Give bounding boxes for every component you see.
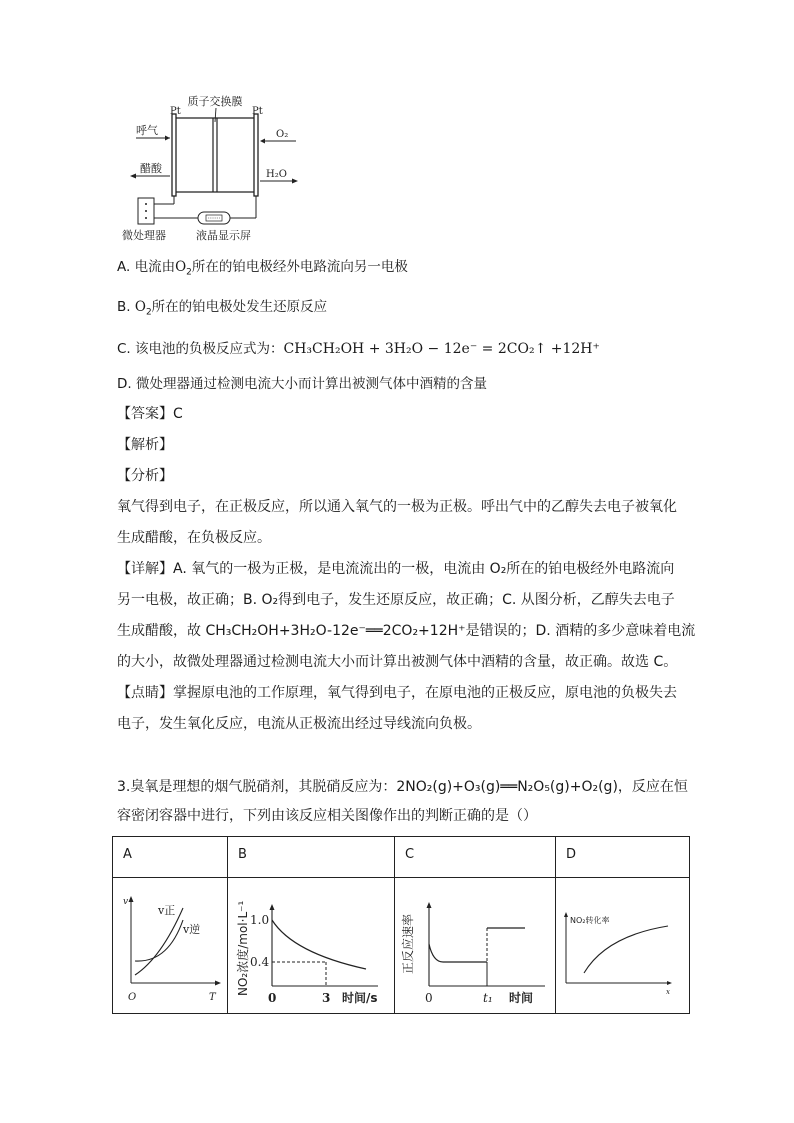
h2o-label: H₂O bbox=[266, 169, 287, 180]
svg-text:O: O bbox=[128, 992, 137, 1003]
svg-text:0: 0 bbox=[425, 991, 433, 1005]
table-header-cell: C bbox=[395, 837, 556, 878]
fuel-cell-diagram bbox=[122, 92, 308, 252]
curve-v-forward bbox=[135, 908, 183, 975]
detail-line: 另一电极，故正确；B. O₂得到电子，发生还原反应，故正确；C. 从图分析，乙醇失去电子 bbox=[117, 592, 675, 608]
svg-text:T: T bbox=[209, 992, 216, 1003]
graph-table bbox=[112, 836, 690, 1014]
graph-d-cell bbox=[556, 878, 690, 1014]
left-electrode bbox=[172, 114, 176, 196]
svg-text:t₁: t₁ bbox=[483, 991, 493, 1005]
processor-label: 微处理器 bbox=[122, 229, 166, 242]
graph-d bbox=[556, 878, 689, 1009]
detail-line: 生成醋酸，故 CH₃CH₂OH+3H₂O-12e⁻══2CO₂+12H⁺是错误的；D. 酒精的多少意味着电流 bbox=[117, 623, 696, 639]
graph-a-cell bbox=[113, 878, 228, 1014]
option-a: A. 电流由$O_2$所在的铂电极经外电路流向另一电极 bbox=[117, 259, 408, 278]
lcd-label: 液晶显示屏 bbox=[196, 229, 251, 242]
svg-text:时间/s: 时间/s bbox=[342, 991, 378, 1005]
analysis-line: 氧气得到电子，在正极反应，所以通入氧气的一极为正极。呼出气中的乙醇失去电子被氧化 bbox=[117, 499, 677, 515]
rate-curve-before bbox=[429, 944, 487, 962]
option-c: C. 该电池的负极反应式为：CH₃CH₂OH + 3H₂O − 12e⁻ = 2CO₂↑ +12H⁺ bbox=[117, 341, 600, 357]
graph-b-cell bbox=[228, 878, 395, 1014]
detail-line: 【详解】A. 氧气的一极为正极，是电流流出的一极，电流由 O₂所在的铂电极经外电路流向 bbox=[117, 561, 675, 577]
pt-right-label: Pt bbox=[252, 106, 263, 117]
question3-line1: 3.臭氧是理想的烟气脱硝剂，其脱硝反应为：2NO₂(g)+O₃(g)══N₂O₅(g)+O₂(g)，反应在恒 bbox=[117, 779, 688, 795]
question3-line2: 容密闭容器中进行，下列由该反应相关图像作出的判断正确的是（） bbox=[117, 808, 537, 824]
answer-line: 【答案】C bbox=[117, 406, 183, 422]
graph-a bbox=[113, 878, 227, 1009]
explanation-heading: 【解析】 bbox=[117, 437, 173, 453]
curve-v-reverse bbox=[135, 920, 183, 961]
option-d: D. 微处理器通过检测电流大小而计算出被测气体中酒精的含量 bbox=[117, 376, 487, 392]
svg-text:0.4: 0.4 bbox=[250, 955, 270, 969]
label-v-reverse: v逆 bbox=[183, 923, 201, 936]
breath-label: 呼气 bbox=[136, 124, 158, 137]
o2-label: O₂ bbox=[276, 129, 289, 140]
svg-text:v: v bbox=[123, 897, 129, 907]
table-header-cell: D bbox=[556, 837, 690, 878]
option-b: B. $O_2$所在的铂电极处发生还原反应 bbox=[117, 299, 328, 318]
graph-c bbox=[395, 878, 555, 1009]
svg-text:时间: 时间 bbox=[509, 991, 534, 1005]
conversion-curve bbox=[584, 926, 668, 973]
detail-line: 的大小，故微处理器通过检测电流大小而计算出被测气体中酒精的含量，故正确。故选 C。 bbox=[117, 654, 678, 670]
table-header-cell: A bbox=[113, 837, 228, 878]
svg-text:3: 3 bbox=[322, 991, 331, 1005]
pt-left-label: Pt bbox=[170, 106, 181, 117]
svg-text:NO₂转化率: NO₂转化率 bbox=[570, 916, 610, 925]
membrane-label: 质子交换膜 bbox=[187, 95, 243, 108]
right-electrode bbox=[254, 114, 258, 196]
svg-text:1.0: 1.0 bbox=[250, 913, 270, 927]
svg-text:x: x bbox=[666, 988, 670, 996]
analysis-heading: 【分析】 bbox=[117, 468, 173, 484]
comment-line: 电子，发生氧化反应，电流从正极流出经过导线流向负极。 bbox=[117, 716, 481, 732]
table-header-cell: B bbox=[228, 837, 395, 878]
acid-label: 醋酸 bbox=[140, 162, 162, 175]
graph-c-y-label: 正反应速率 bbox=[401, 913, 415, 974]
graph-c-cell bbox=[395, 878, 556, 1014]
analysis-line: 生成醋酸，在负极反应。 bbox=[117, 530, 271, 546]
graph-b-y-label: NO₂浓度/mol·L⁻¹ bbox=[236, 900, 250, 996]
label-v-forward: v正 bbox=[158, 904, 176, 917]
svg-text:0: 0 bbox=[268, 991, 277, 1005]
graph-b bbox=[228, 878, 394, 1009]
comment-line: 【点睛】掌握原电池的工作原理，氧气得到电子，在原电池的正极反应，原电池的负极失去 bbox=[117, 685, 677, 701]
